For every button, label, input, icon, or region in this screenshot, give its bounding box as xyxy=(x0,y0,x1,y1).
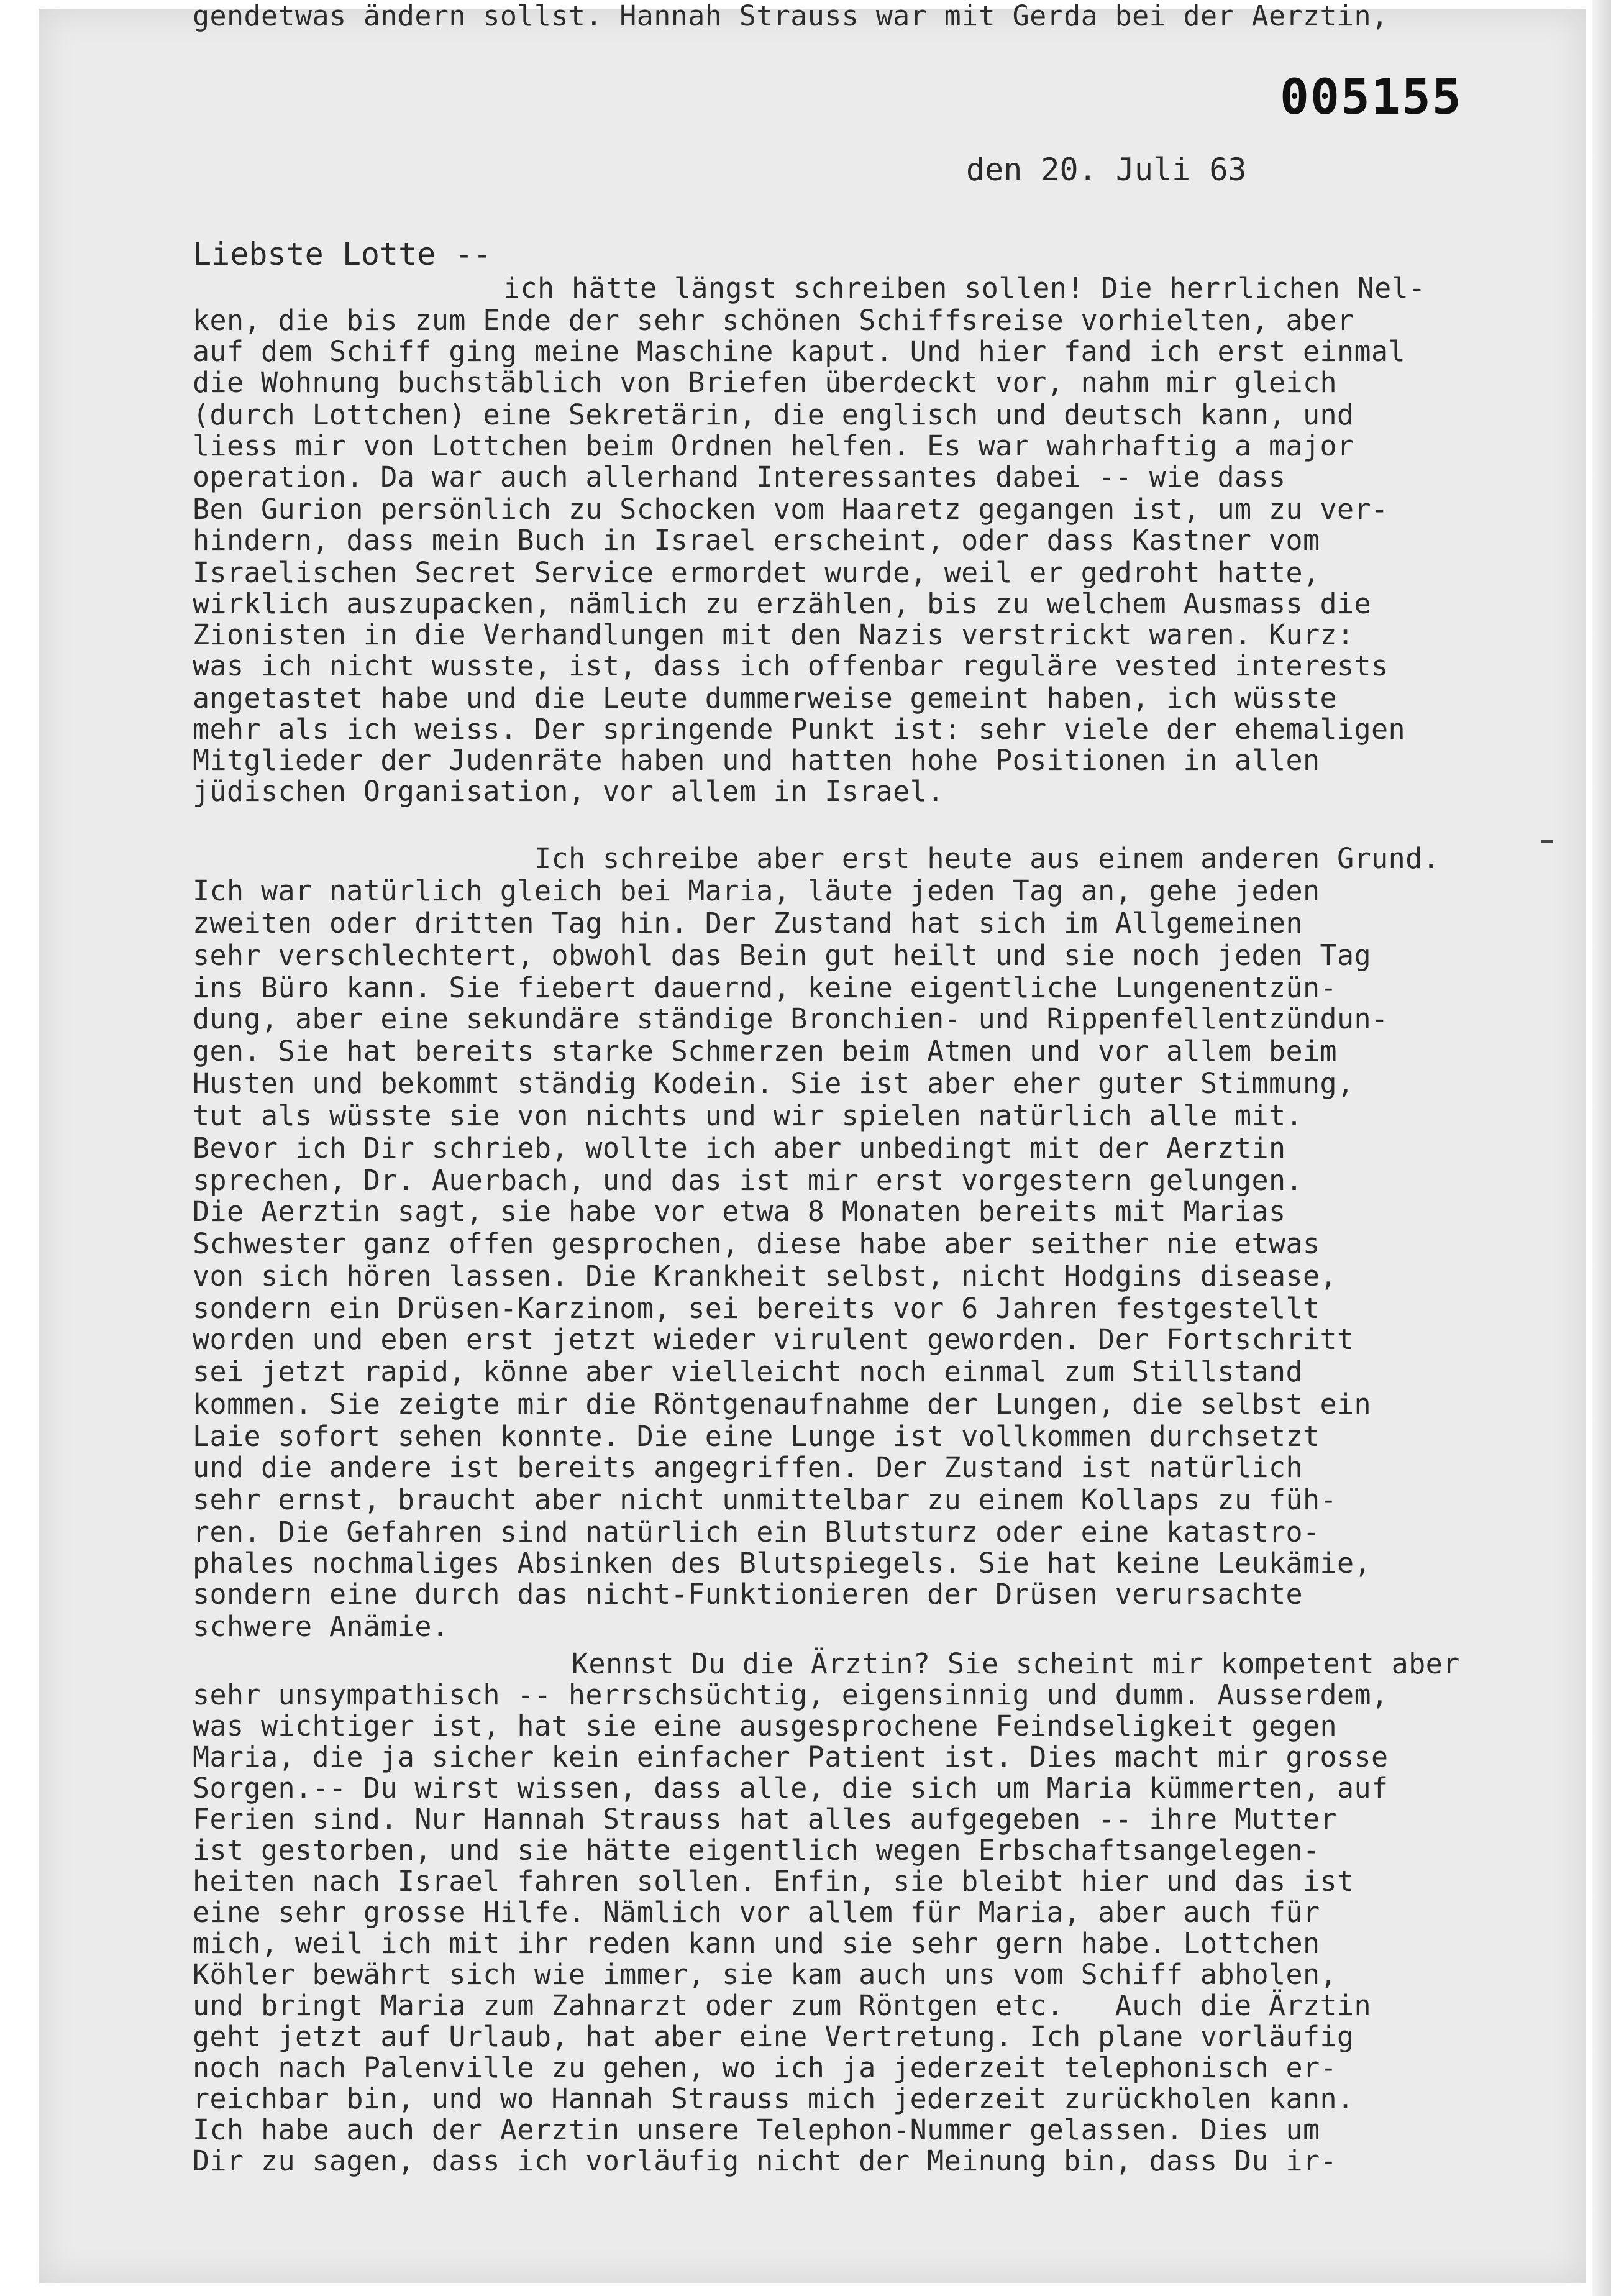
letter-line: ins Büro kann. Sie fiebert dauernd, keine eigentliche Lungenentzün- xyxy=(193,971,1337,1004)
letter-line: und bringt Maria zum Zahnarzt oder zum Röntgen etc. Auch die Ärztin xyxy=(193,1989,1371,2022)
letter-line: ken, die bis zum Ende der sehr schönen Schiffsreise vorhielten, aber xyxy=(193,304,1354,337)
letter-line: Laie sofort sehen konnte. Die eine Lunge ist vollkommen durchsetzt xyxy=(193,1420,1320,1453)
letter-line: Bevor ich Dir schrieb, wollte ich aber unbedingt mit der Aerztin xyxy=(193,1132,1286,1164)
letter-line: sei jetzt rapid, könne aber vielleicht noch einmal zum Stillstand xyxy=(193,1355,1303,1388)
letter-line: und die andere ist bereits angegriffen. Der Zustand ist natürlich xyxy=(193,1451,1303,1484)
letter-line: gendetwas ändern sollst. Hannah Strauss war mit Gerda bei der Aerztin, xyxy=(193,0,1389,32)
letter-line: die Wohnung buchstäblich von Briefen überdeckt vor, nahm mir gleich xyxy=(193,366,1337,399)
stray-ink-mark xyxy=(1541,840,1553,843)
letter-line: sehr verschlechtert, obwohl das Bein gut heilt und sie noch jeden Tag xyxy=(193,939,1371,972)
letter-date: den 20. Juli 63 xyxy=(966,152,1247,188)
letter-line: Kennst Du die Ärztin? Sie scheint mir kompetent aber xyxy=(572,1647,1460,1680)
letter-line: auf dem Schiff ging meine Maschine kaput. Und hier fand ich erst einmal xyxy=(193,335,1405,368)
letter-line: ist gestorben, und sie hätte eigentlich wegen Erbschaftsangelegen- xyxy=(193,1834,1320,1867)
letter-line: Ben Gurion persönlich zu Schocken vom Haaretz gegangen ist, um zu ver- xyxy=(193,493,1389,526)
letter-line: Dir zu sagen, dass ich vorläufig nicht der Meinung bin, dass Du ir- xyxy=(193,2144,1337,2177)
letter-line: sehr ernst, braucht aber nicht unmittelbar zu einem Kollaps zu füh- xyxy=(193,1483,1337,1516)
letter-line: wirklich auszupacken, nämlich zu erzählen, bis zu welchem Ausmass die xyxy=(193,587,1371,620)
letter-line: reichbar bin, und wo Hannah Strauss mich jederzeit zurückholen kann. xyxy=(193,2082,1354,2115)
letter-line: Sorgen.-- Du wirst wissen, dass alle, die sich um Maria kümmerten, auf xyxy=(193,1772,1389,1804)
letter-line: von sich hören lassen. Die Krankheit selbst, nicht Hodgins disease, xyxy=(193,1260,1337,1292)
letter-line: phales nochmaliges Absinken des Blutspiegels. Sie hat keine Leukämie, xyxy=(193,1547,1371,1580)
letter-line: mehr als ich weiss. Der springende Punkt ist: sehr viele der ehemaligen xyxy=(193,713,1405,746)
letter-line: jüdischen Organisation, vor allem in Israel. xyxy=(193,775,944,808)
letter-line: Die Aerztin sagt, sie habe vor etwa 8 Monaten bereits mit Marias xyxy=(193,1195,1286,1228)
letter-line: Köhler bewährt sich wie immer, sie kam auch uns vom Schiff abholen, xyxy=(193,1958,1337,1991)
letter-line: ren. Die Gefahren sind natürlich ein Blutsturz oder eine katastro- xyxy=(193,1516,1320,1548)
letter-line: Husten und bekommt ständig Kodein. Sie ist aber eher guter Stimmung, xyxy=(193,1067,1354,1100)
letter-line: sondern ein Drüsen-Karzinom, sei bereits vor 6 Jahren festgestellt xyxy=(193,1292,1320,1325)
letter-line: Zionisten in die Verhandlungen mit den Nazis verstrickt waren. Kurz: xyxy=(193,618,1354,651)
letter-line: was ich nicht wusste, ist, dass ich offenbar reguläre vested interests xyxy=(193,649,1389,682)
document-number-stamp: 005155 xyxy=(1280,70,1463,126)
letter-line: operation. Da war auch allerhand Interessantes dabei -- wie dass xyxy=(193,460,1286,493)
letter-line: noch nach Palenville zu gehen, wo ich ja jederzeit telephonisch er- xyxy=(193,2051,1337,2084)
letter-line: kommen. Sie zeigte mir die Röntgenaufnahme der Lungen, die selbst ein xyxy=(193,1388,1371,1420)
letter-line: Ferien sind. Nur Hannah Strauss hat alles aufgegeben -- ihre Mutter xyxy=(193,1803,1337,1836)
letter-line: Schwester ganz offen gesprochen, diese habe aber seither nie etwas xyxy=(193,1227,1320,1260)
letter-line: zweiten oder dritten Tag hin. Der Zustand hat sich im Allgemeinen xyxy=(193,907,1303,940)
letter-line: sprechen, Dr. Auerbach, und das ist mir erst vorgestern gelungen. xyxy=(193,1164,1303,1197)
letter-line: sondern eine durch das nicht-Funktionieren der Drüsen verursachte xyxy=(193,1578,1303,1611)
letter-line: (durch Lottchen) eine Sekretärin, die englisch und deutsch kann, und xyxy=(193,398,1354,431)
letter-line: dung, aber eine sekundäre ständige Bronchien- und Rippenfellentzündun- xyxy=(193,1002,1389,1035)
letter-line: schwere Anämie. xyxy=(193,1610,449,1643)
letter-line: Ich habe auch der Aerztin unsere Telephon-Nummer gelassen. Dies um xyxy=(193,2113,1320,2146)
letter-line: heiten nach Israel fahren sollen. Enfin, sie bleibt hier und das ist xyxy=(193,1865,1354,1898)
letter-line: tut als wüsste sie von nichts und wir spielen natürlich alle mit. xyxy=(193,1099,1303,1132)
letter-line: liess mir von Lottchen beim Ordnen helfen. Es war wahrhaftig a major xyxy=(193,429,1354,462)
letter-line: eine sehr grosse Hilfe. Nämlich vor allem für Maria, aber auch für xyxy=(193,1896,1320,1929)
letter-line: Israelischen Secret Service ermordet wurde, weil er gedroht hatte, xyxy=(193,556,1320,589)
letter-line: geht jetzt auf Urlaub, hat aber eine Vertretung. Ich plane vorläufig xyxy=(193,2020,1354,2053)
salutation: Liebste Lotte -- xyxy=(193,236,492,272)
letter-line: Ich schreibe aber erst heute aus einem anderen Grund. xyxy=(534,842,1440,875)
letter-line: Maria, die ja sicher kein einfacher Patient ist. Dies macht mir grosse xyxy=(193,1740,1389,1773)
page-edge-shadow xyxy=(1592,0,1611,2296)
letter-line: worden und eben erst jetzt wieder virulent geworden. Der Fortschritt xyxy=(193,1323,1354,1356)
letter-line: was wichtiger ist, hat sie eine ausgesprochene Feindseligkeit gegen xyxy=(193,1709,1337,1742)
letter-line: sehr unsympathisch -- herrschsüchtig, eigensinnig und dumm. Ausserdem, xyxy=(193,1678,1389,1711)
letter-line: angetastet habe und die Leute dummerweise gemeint haben, ich wüsste xyxy=(193,682,1337,715)
letter-line: gen. Sie hat bereits starke Schmerzen beim Atmen und vor allem beim xyxy=(193,1035,1337,1068)
letter-line: hindern, dass mein Buch in Israel erscheint, oder dass Kastner vom xyxy=(193,524,1320,557)
letter-line: Mitglieder der Judenräte haben und hatten hohe Positionen in allen xyxy=(193,744,1320,777)
letter-line: ich hätte längst schreiben sollen! Die herrlichen Nel- xyxy=(503,272,1426,304)
letter-line: Ich war natürlich gleich bei Maria, läute jeden Tag an, gehe jeden xyxy=(193,874,1320,907)
letter-line: mich, weil ich mit ihr reden kann und sie sehr gern habe. Lottchen xyxy=(193,1927,1320,1960)
